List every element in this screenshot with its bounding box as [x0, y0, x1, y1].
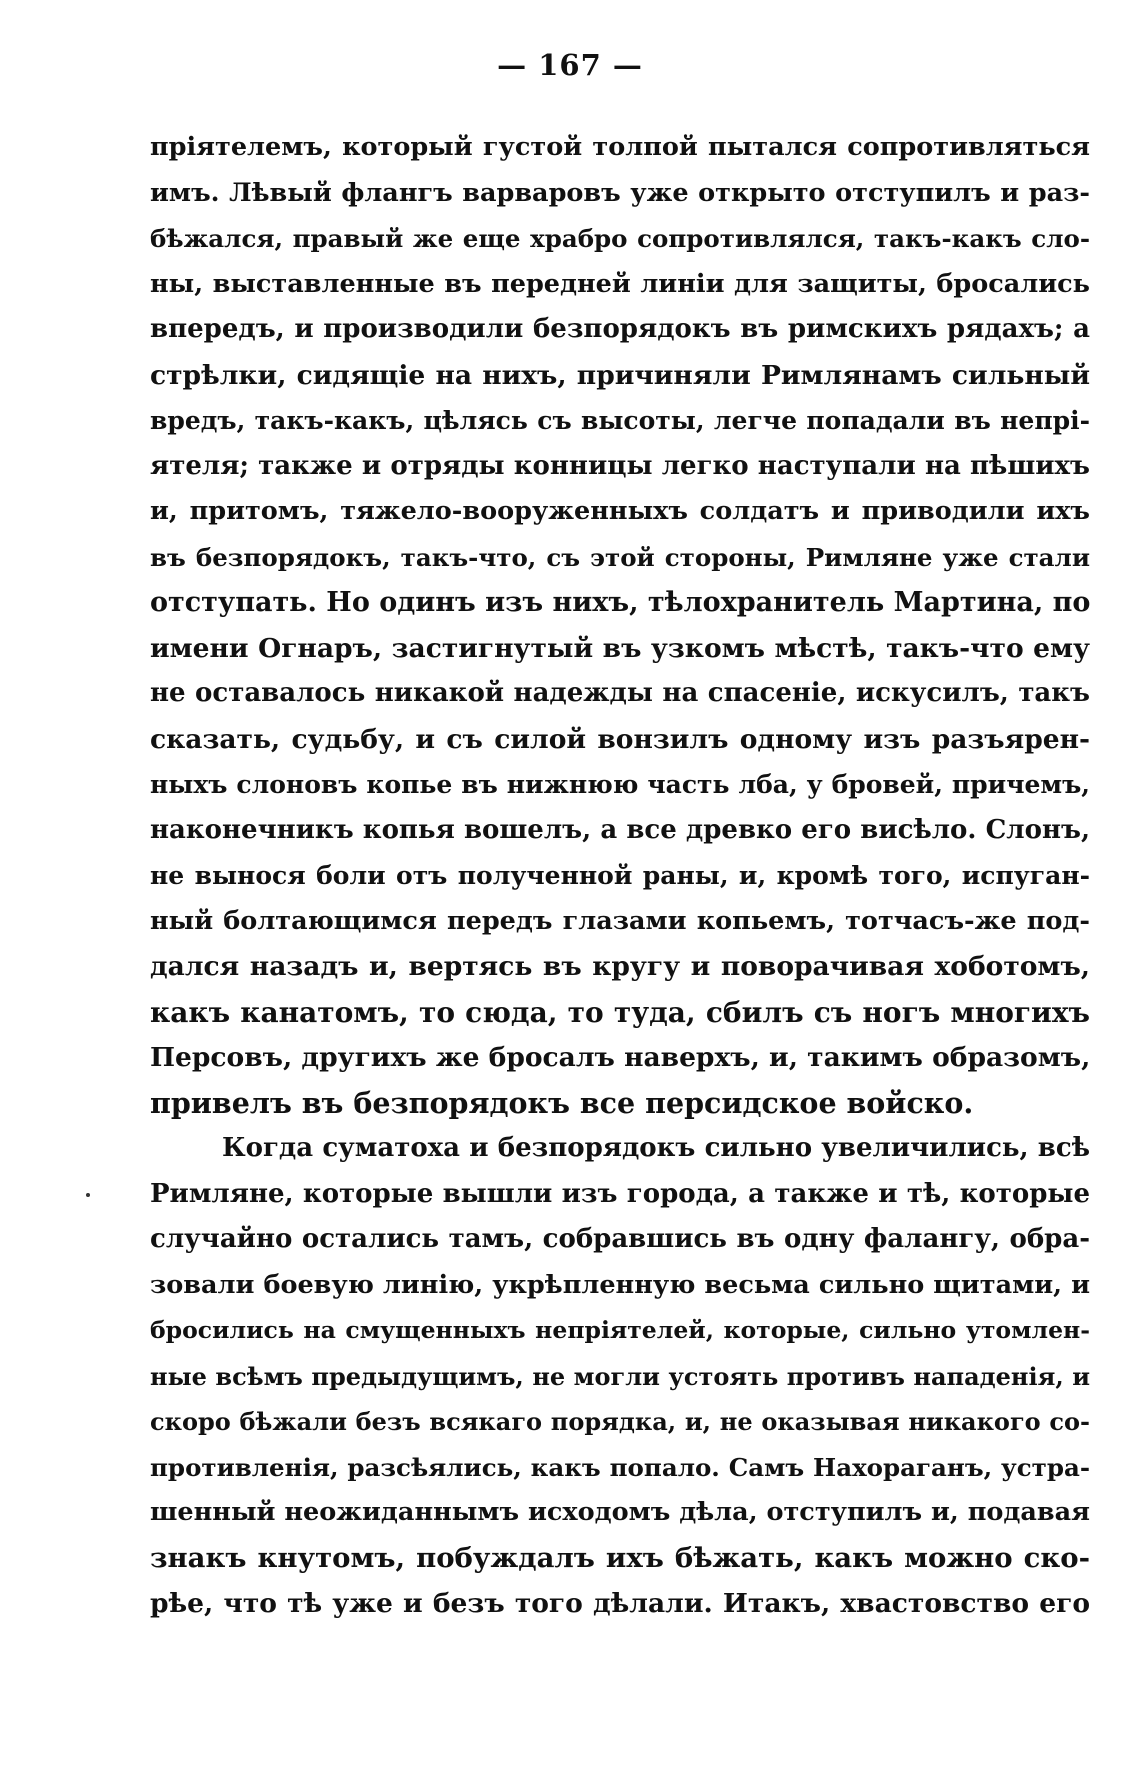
- text-line: ные всѣмъ предыдущимъ, не могли устоять противъ нападенія, и: [150, 1361, 1090, 1391]
- text-line: знакъ кнутомъ, побуждалъ ихъ бѣжать, какъ можно ско-: [150, 1541, 1090, 1574]
- text-line: отступать. Но одинъ изъ нихъ, тѣлохранитель Мартина, по: [150, 587, 1090, 618]
- text-line: какъ канатомъ, то сюда, то туда, сбилъ съ ногъ многихъ: [150, 995, 1090, 1029]
- text-line: пріятелемъ, который густой толпой пытался сопротивляться: [150, 132, 1090, 162]
- ink-speck: [86, 1193, 90, 1197]
- text-line: противленія, разсѣялись, какъ попало. Самъ Нахораганъ, устра-: [150, 1452, 1090, 1482]
- text-line: рѣе, что тѣ уже и безъ того дѣлали. Итакъ, хвастовство его: [150, 1588, 1090, 1619]
- text-line: имъ. Лѣвый флангъ варваровъ уже открыто отступилъ и раз-: [150, 177, 1090, 208]
- paragraph-1: [150, 125, 1090, 1126]
- text-line: ны, выставленные въ передней линіи для защиты, бросались: [150, 268, 1090, 299]
- text-line: не оставалось никакой надежды на спасеніе, искусилъ, такъ: [150, 678, 1090, 708]
- text-line: Персовъ, другихъ же бросалъ наверхъ, и, такимъ образомъ,: [150, 1042, 1090, 1073]
- text-line: Когда суматоха и безпорядокъ сильно увеличились, всѣ: [222, 1133, 1090, 1163]
- text-line: шенный неожиданнымъ исходомъ дѣла, отступилъ и, подавая: [150, 1497, 1090, 1527]
- body-text: [150, 125, 1090, 1627]
- text-line: впередъ, и производили безпорядокъ въ римскихъ рядахъ; а: [150, 314, 1090, 344]
- text-line: вредъ, такъ-какъ, цѣлясь съ высоты, легче попадали въ непрі-: [150, 406, 1090, 435]
- text-line: Римляне, которые вышли изъ города, а также и тѣ, которые: [150, 1178, 1090, 1209]
- text-line: случайно остались тамъ, собравшись въ одну фалангу, обра-: [150, 1224, 1090, 1254]
- text-line: ныхъ слоновъ копье въ нижнюю часть лба, у бровей, причемъ,: [150, 770, 1090, 799]
- text-line: ный болтающимся передъ глазами копьемъ, тотчасъ-же под-: [150, 905, 1090, 936]
- text-line: бѣжался, правый же еще храбро сопротивлялся, такъ-какъ сло-: [150, 224, 1090, 253]
- text-line: не вынося боли отъ полученной раны, и, кромѣ того, испуган-: [150, 861, 1090, 890]
- text-line: ятеля; также и отряды конницы легко наступали на пѣшихъ: [150, 450, 1090, 481]
- text-line: дался назадъ и, вертясь въ кругу и поворачивая хоботомъ,: [150, 951, 1090, 982]
- text-line: наконечникъ копья вошелъ, а все древко его висѣло. Слонъ,: [150, 814, 1090, 845]
- page-number: — 167 —: [497, 48, 643, 82]
- text-line: привелъ въ безпорядокъ все персидское войско.: [150, 1085, 974, 1120]
- text-line: зовали боевую линію, укрѣпленную весьма сильно щитами, и: [150, 1269, 1090, 1300]
- text-line: сказать, судьбу, и съ силой вонзилъ одному изъ разъярен-: [150, 723, 1090, 755]
- text-line: въ безпорядокъ, такъ-что, съ этой стороны, Римляне уже стали: [150, 542, 1090, 572]
- text-line: скоро бѣжали безъ всякаго порядка, и, не оказывая никакого со-: [150, 1407, 1090, 1436]
- text-line: и, притомъ, тяжело-вооруженныхъ солдатъ и приводили ихъ: [150, 496, 1090, 526]
- text-line: стрѣлки, сидящіе на нихъ, причиняли Римлянамъ сильный: [150, 359, 1090, 391]
- paragraph-2: [150, 1126, 1090, 1627]
- text-line: имени Огнаръ, застигнутый въ узкомъ мѣстѣ, такъ-что ему: [150, 632, 1090, 664]
- text-line: бросились на смущенныхъ непріятелей, которые, сильно утомлен-: [150, 1316, 1090, 1344]
